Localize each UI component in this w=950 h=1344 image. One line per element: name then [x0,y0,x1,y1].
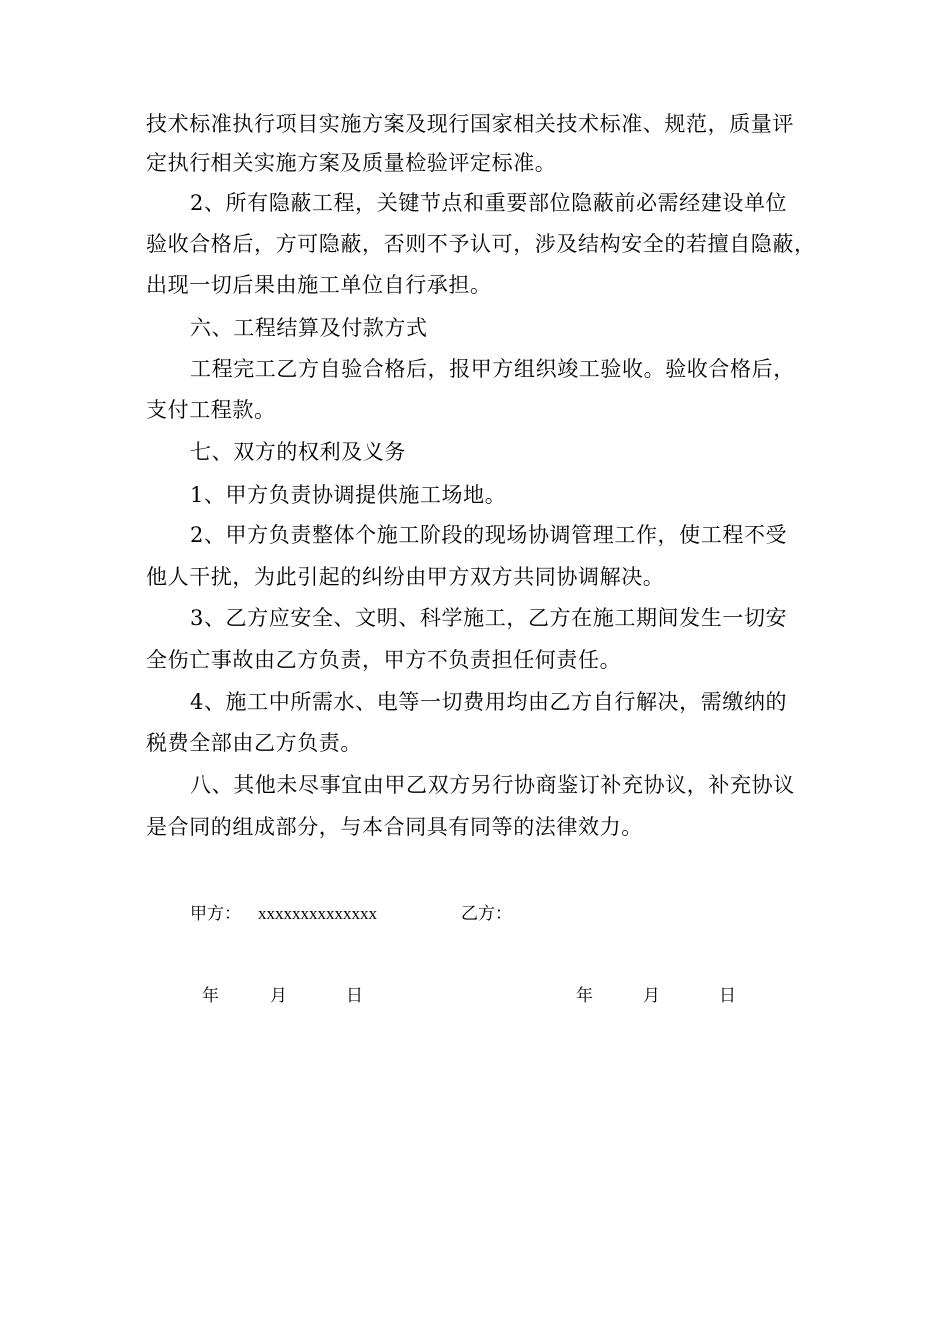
date-b-day: 日 [719,986,736,1006]
paragraph-line: 工程完工乙方自验合格后，报甲方组织竣工验收。验收合格后， [190,357,795,381]
paragraph-line: 2、所有隐蔽工程，关键节点和重要部位隐蔽前必需经建设单位 [190,191,788,215]
paragraph-line: 他人干扰，为此引起的纠纷由甲方双方共同协调解决。 [146,565,665,589]
paragraph-line: 3、乙方应安全、文明、科学施工，乙方在施工期间发生一切安 [190,606,788,630]
party-a-label: 甲方： [190,904,241,924]
section-heading: 七、双方的权利及义务 [190,440,406,464]
paragraph-line: 税费全部由乙方负责。 [146,731,362,755]
party-b-label: 乙方： [461,904,512,924]
date-a-year: 年 [202,986,219,1006]
paragraph-line: 是合同的组成部分，与本合同具有同等的法律效力。 [146,815,643,839]
date-a-month: 月 [270,986,287,1006]
paragraph-line: 2、甲方负责整体个施工阶段的现场协调管理工作，使工程不受 [190,523,788,547]
party-a-name: xxxxxxxxxxxxxx [258,904,377,923]
paragraph-line: 定执行相关实施方案及质量检验评定标准。 [146,151,557,175]
paragraph-line: 技术标准执行项目实施方案及现行国家相关技术标准、规范，质量评 [146,112,794,136]
paragraph-line: 全伤亡事故由乙方负责，甲方不负责担任何责任。 [146,648,622,672]
date-b-month: 月 [643,986,660,1006]
paragraph-line: 4、施工中所需水、电等一切费用均由乙方自行解决，需缴纳的 [190,690,788,714]
date-a-day: 日 [346,986,363,1006]
paragraph-line: 出现一切后果由施工单位自行承担。 [146,273,492,297]
paragraph-line: 支付工程款。 [146,398,276,422]
paragraph-line: 验收合格后，方可隐蔽，否则不予认可，涉及结构安全的若擅自隐蔽， [146,232,816,256]
paragraph-line: 八、其他未尽事宜由甲乙双方另行协商鉴订补充协议，补充协议 [190,773,795,797]
paragraph-line: 1、甲方负责协调提供施工场地。 [190,483,507,507]
date-b-year: 年 [576,986,593,1006]
section-heading: 六、工程结算及付款方式 [190,316,428,340]
